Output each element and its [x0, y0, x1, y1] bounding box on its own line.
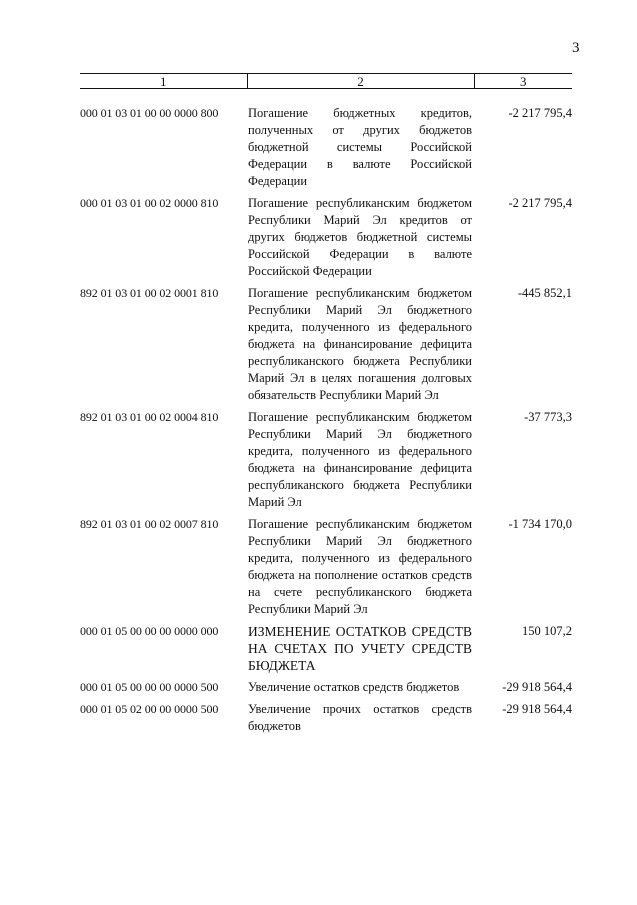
column-header-3: 3 — [474, 74, 572, 89]
row-code: 000 01 05 02 00 00 0000 500 — [80, 702, 219, 716]
table-row — [80, 679, 572, 696]
table-row — [80, 105, 572, 190]
table-row — [80, 285, 572, 404]
table-body — [80, 105, 572, 740]
table-row — [80, 195, 572, 280]
row-code: 892 01 03 01 00 02 0004 810 — [80, 410, 219, 424]
row-name: Погашение республиканским бюджетом Республики Марий Эл кредитов от других бюджетов бюджетной системы Российской Федерации в валюте Российской Федерации — [248, 196, 472, 278]
row-name: Погашение республиканским бюджетом Республики Марий Эл бюджетного кредита, полученного из федерального бюджета на финансирование дефицита республиканского бюджета Республики Марий Эл — [248, 410, 472, 509]
row-value: -2 217 795,4 — [508, 106, 572, 120]
row-code: 892 01 03 01 00 02 0007 810 — [80, 517, 219, 531]
row-name: Увеличение прочих остатков средств бюджетов — [248, 702, 472, 733]
row-name: Погашение бюджетных кредитов, полученных от других бюджетов бюджетной системы Российской Федерации в валюте Российской Федерации — [248, 106, 472, 188]
row-value: -2 217 795,4 — [508, 196, 572, 210]
table-row — [80, 623, 572, 674]
table-row — [80, 516, 572, 618]
page-number: 3 — [572, 40, 580, 56]
column-header-1: 1 — [80, 74, 247, 89]
row-value: -37 773,3 — [524, 410, 572, 424]
table-row — [80, 701, 572, 735]
row-value: -1 734 170,0 — [508, 517, 572, 531]
row-code: 000 01 03 01 00 02 0000 810 — [80, 196, 219, 210]
row-value: 150 107,2 — [522, 624, 572, 638]
row-name: Погашение республиканским бюджетом Республики Марий Эл бюджетного кредита, полученного из федерального бюджета на финансирование дефицита республиканского бюджета Республики Марий Эл в целях погашения долговых обязательств Республики Марий Эл — [248, 286, 472, 402]
row-value: -445 852,1 — [517, 286, 572, 300]
table-header-row — [80, 74, 572, 89]
row-code: 000 01 05 00 00 00 0000 000 — [80, 624, 219, 638]
row-name: ИЗМЕНЕНИЕ ОСТАТКОВ СРЕДСТВ НА СЧЕТАХ ПО УЧЕТУ СРЕДСТВ БЮДЖЕТА — [248, 624, 472, 673]
row-code: 000 01 05 00 00 00 0000 500 — [80, 680, 219, 694]
row-name: Увеличение остатков средств бюджетов — [248, 680, 460, 694]
row-code: 000 01 03 01 00 00 0000 800 — [80, 106, 219, 120]
table-header — [80, 73, 572, 89]
table-row — [80, 409, 572, 511]
column-header-2: 2 — [247, 74, 474, 89]
row-code: 892 01 03 01 00 02 0001 810 — [80, 286, 219, 300]
row-name: Погашение республиканским бюджетом Республики Марий Эл бюджетного кредита, полученного из федерального бюджета на пополнение остатков средств на счете республиканского бюджета Республики Марий Эл — [248, 517, 472, 616]
row-value: -29 918 564,4 — [502, 702, 572, 716]
row-value: -29 918 564,4 — [502, 680, 572, 694]
